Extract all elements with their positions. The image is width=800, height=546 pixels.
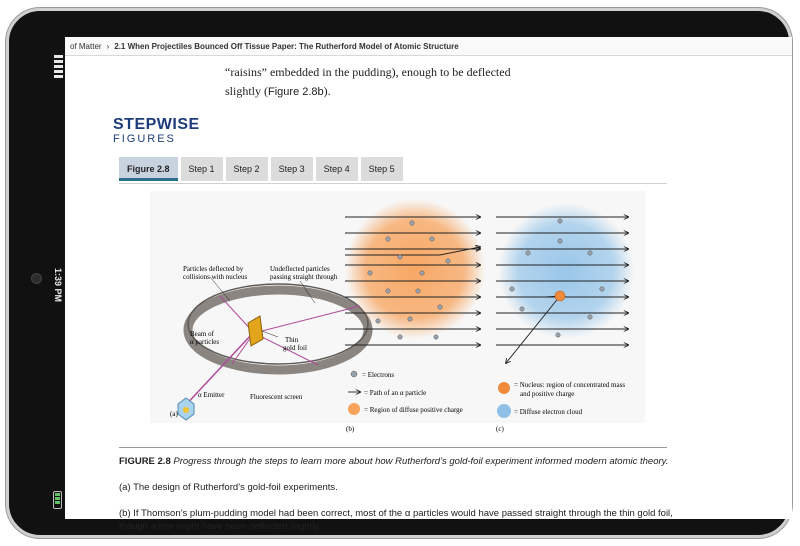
legend-path: = Path of an α particle bbox=[364, 389, 427, 397]
label-emitter: α Emitter bbox=[198, 391, 225, 399]
tab-figure-2-8[interactable]: Figure 2.8 bbox=[119, 157, 178, 181]
electron-cloud-region bbox=[498, 203, 634, 339]
caption-para-b: (b) If Thomson’s plum-pudding model had been correct, most of the α particles would have passed straight through the thin gold foil, though a few might have been deflected slightly. bbox=[119, 508, 673, 532]
tab-step-1[interactable]: Step 1 bbox=[181, 157, 223, 181]
breadcrumb bbox=[65, 37, 792, 56]
step-tabs bbox=[119, 157, 403, 181]
gold-foil bbox=[248, 316, 263, 346]
caption-main: FIGURE 2.8 Progress through the steps to learn more about how Rutherford’s gold-foil experiment informed modern atomic theory. bbox=[119, 456, 669, 467]
legend-electron-cloud: = Diffuse electron cloud bbox=[514, 408, 583, 416]
breadcrumb-parent[interactable]: of Matter bbox=[70, 41, 102, 51]
caption-divider bbox=[119, 447, 667, 448]
legend-positive-charge: = Region of diffuse positive charge bbox=[364, 406, 463, 414]
breadcrumb-current: 2.1 When Projectiles Bounced Off Tissue Paper: The Rutherford Model of Atomic Structure bbox=[114, 41, 459, 51]
body-line-1: “raisins” embedded in the pudding), enough to be deflected bbox=[225, 65, 511, 79]
label-beam-2: α particles bbox=[190, 338, 220, 346]
label-beam-1: Beam of bbox=[190, 330, 214, 338]
body-text bbox=[225, 63, 511, 102]
legend-electrons: = Electrons bbox=[362, 371, 395, 379]
panel-a bbox=[170, 265, 368, 420]
label-undeflected-2: passing straight through bbox=[270, 273, 338, 281]
body-line-2: slightly (Figure 2.8b). bbox=[225, 84, 331, 98]
stepwise-figures-heading bbox=[113, 117, 200, 146]
panel-a-label: (a) bbox=[170, 410, 178, 418]
tablet-frame bbox=[6, 8, 792, 538]
rutherford-diagram bbox=[150, 191, 645, 433]
signal-icon bbox=[53, 55, 63, 78]
caption-para-a: (a) The design of Rutherford’s gold-foil experiments. bbox=[119, 482, 338, 493]
nucleus bbox=[555, 291, 565, 301]
label-foil-2: gold foil bbox=[283, 344, 307, 352]
tab-step-3[interactable]: Step 3 bbox=[271, 157, 313, 181]
panel-c-label: (c) bbox=[496, 425, 504, 433]
label-deflected-1: Particles deflected by bbox=[183, 265, 244, 273]
status-bar bbox=[51, 53, 65, 523]
status-time: 1:39 PM bbox=[53, 268, 63, 303]
stepwise-title: STEPWISE bbox=[113, 116, 200, 133]
label-foil-1: Thin bbox=[285, 336, 299, 344]
panel-b-label: (b) bbox=[346, 425, 355, 433]
label-screen: Fluorescent screen bbox=[250, 393, 303, 401]
figure-caption bbox=[119, 455, 679, 546]
label-undeflected-1: Undeflected particles bbox=[270, 265, 330, 273]
tab-step-4[interactable]: Step 4 bbox=[316, 157, 358, 181]
tab-step-2[interactable]: Step 2 bbox=[226, 157, 268, 181]
battery-icon bbox=[53, 491, 62, 509]
tab-step-5[interactable]: Step 5 bbox=[361, 157, 403, 181]
panel-c bbox=[496, 203, 634, 433]
legend-nucleus-1: = Nucleus: region of concentrated mass bbox=[514, 381, 626, 389]
diffuse-positive-region bbox=[345, 199, 485, 339]
tabs-divider bbox=[119, 183, 667, 184]
stepwise-subtitle: FIGURES bbox=[113, 133, 176, 145]
camera bbox=[31, 273, 42, 284]
fluorescent-screen-ring bbox=[188, 290, 368, 370]
figure-reference-link[interactable]: Figure 2.8b bbox=[268, 86, 324, 98]
label-deflected-2: collisions with nucleus bbox=[183, 273, 248, 281]
breadcrumb-separator: › bbox=[106, 41, 110, 51]
legend-nucleus-2: and positive charge bbox=[520, 390, 575, 398]
panel-b bbox=[345, 199, 485, 433]
figure-2-8-image bbox=[150, 191, 645, 433]
screen bbox=[65, 37, 792, 532]
